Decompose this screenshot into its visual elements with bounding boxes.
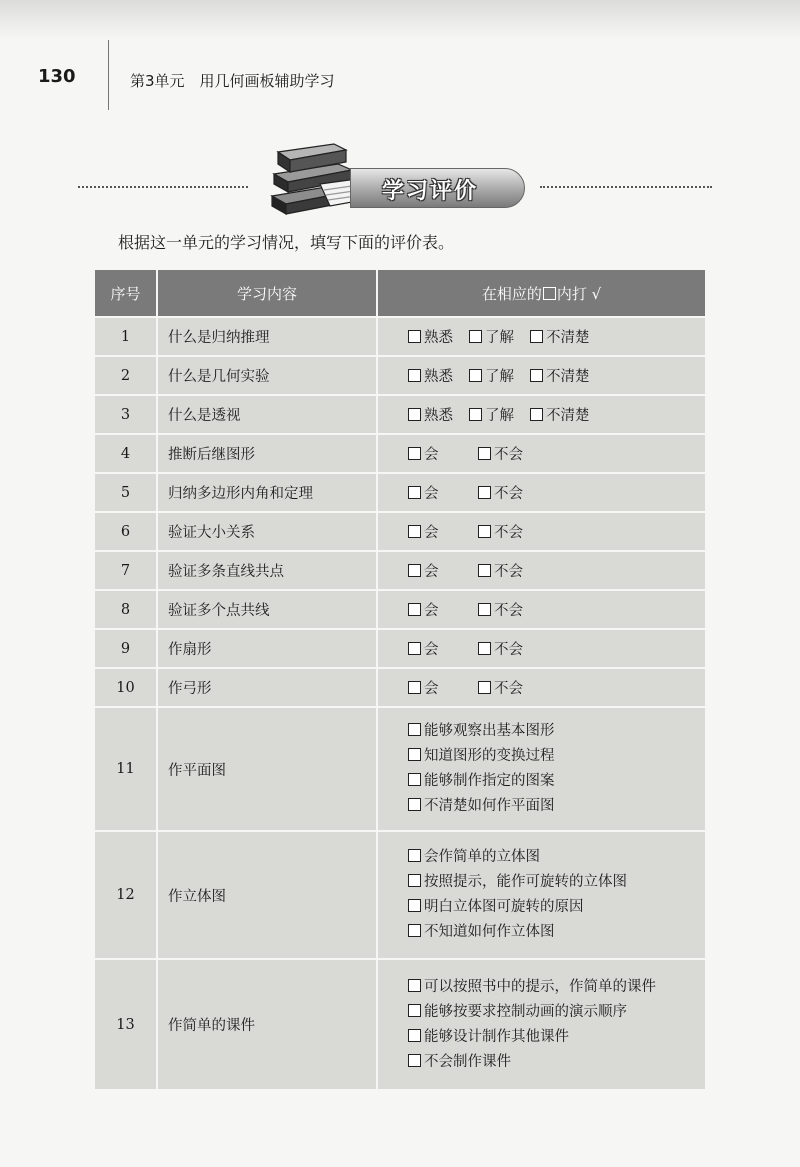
option <box>408 769 705 794</box>
option-label: 不清楚 <box>546 369 590 385</box>
option <box>408 895 705 920</box>
header-mark <box>377 270 705 317</box>
row-content: 作立体图 <box>157 831 377 959</box>
option-label: 不会 <box>494 486 523 502</box>
option-label: 会 <box>424 447 439 463</box>
option-label: 不会 <box>494 681 523 697</box>
option <box>408 404 453 425</box>
table-row <box>95 668 705 707</box>
option <box>530 326 590 347</box>
option <box>478 482 532 503</box>
option-label: 不会 <box>494 603 523 619</box>
checkbox[interactable] <box>408 642 421 655</box>
option-label: 了解 <box>485 330 514 346</box>
checkbox[interactable] <box>408 486 421 499</box>
option-label: 不知道如何作立体图 <box>424 924 555 940</box>
option-label: 熟悉 <box>424 369 453 385</box>
option <box>478 560 532 581</box>
chapter-title: 第3单元 用几何画板辅助学习 <box>130 72 335 90</box>
option <box>408 443 462 464</box>
row-number: 9 <box>95 629 157 668</box>
option <box>408 794 705 819</box>
option <box>469 404 514 425</box>
table-header-row <box>95 270 705 317</box>
page-top-texture <box>0 0 800 40</box>
row-options <box>377 512 705 551</box>
option <box>478 443 532 464</box>
checkbox[interactable] <box>408 1004 421 1017</box>
table-row <box>95 473 705 512</box>
option-label: 不清楚 <box>546 330 590 346</box>
option <box>408 560 462 581</box>
checkbox[interactable] <box>469 369 482 382</box>
checkbox[interactable] <box>408 899 421 912</box>
option <box>408 521 462 542</box>
checkbox[interactable] <box>408 849 421 862</box>
checkbox[interactable] <box>408 979 421 992</box>
checkbox[interactable] <box>478 525 491 538</box>
header-content: 学习内容 <box>157 270 377 317</box>
dotted-rule-right <box>540 186 712 188</box>
row-options <box>377 590 705 629</box>
checkbox[interactable] <box>408 773 421 786</box>
table-row <box>95 959 705 1089</box>
option <box>469 326 514 347</box>
option-label: 熟悉 <box>424 330 453 346</box>
checkbox[interactable] <box>408 1054 421 1067</box>
option-label: 按照提示，能作可旋转的立体图 <box>424 874 627 890</box>
option-label: 会 <box>424 525 439 541</box>
page-number: 130 <box>38 66 76 87</box>
checkbox[interactable] <box>530 408 543 421</box>
checkbox[interactable] <box>408 369 421 382</box>
option-label: 会 <box>424 681 439 697</box>
row-number: 11 <box>95 707 157 831</box>
option <box>408 326 453 347</box>
option-label: 了解 <box>485 408 514 424</box>
header-mark-suffix: 内打 √ <box>556 284 602 303</box>
row-options <box>377 959 705 1089</box>
option-label: 知道图形的变换过程 <box>424 748 555 764</box>
row-number: 5 <box>95 473 157 512</box>
checkbox[interactable] <box>408 748 421 761</box>
option <box>408 719 705 744</box>
row-content: 归纳多边形内角和定理 <box>157 473 377 512</box>
row-options <box>377 356 705 395</box>
option-label: 了解 <box>485 369 514 385</box>
option-label: 能够制作指定的图案 <box>424 773 555 789</box>
checkbox[interactable] <box>478 564 491 577</box>
option <box>478 677 532 698</box>
row-options <box>377 551 705 590</box>
option-label: 会 <box>424 603 439 619</box>
checkbox[interactable] <box>408 525 421 538</box>
option-label: 会 <box>424 486 439 502</box>
checkbox[interactable] <box>408 798 421 811</box>
checkbox[interactable] <box>408 874 421 887</box>
dotted-rule-left <box>78 186 248 188</box>
option <box>408 638 462 659</box>
row-content: 什么是归纳推理 <box>157 317 377 356</box>
checkbox[interactable] <box>408 723 421 736</box>
table-row <box>95 356 705 395</box>
checkbox[interactable] <box>469 408 482 421</box>
checkbox[interactable] <box>478 681 491 694</box>
option-label: 不会 <box>494 525 523 541</box>
option-label: 熟悉 <box>424 408 453 424</box>
header-mark-prefix: 在相应的 <box>481 284 542 303</box>
option <box>408 482 462 503</box>
row-number: 4 <box>95 434 157 473</box>
row-options <box>377 317 705 356</box>
row-number: 3 <box>95 395 157 434</box>
option <box>530 404 590 425</box>
option <box>408 677 462 698</box>
checkbox[interactable] <box>530 330 543 343</box>
option-label: 不清楚如何作平面图 <box>424 798 555 814</box>
table-row <box>95 707 705 831</box>
option-label: 不会 <box>494 447 523 463</box>
row-content: 验证多条直线共点 <box>157 551 377 590</box>
option-label: 不会制作课件 <box>424 1053 511 1070</box>
row-options <box>377 707 705 831</box>
option <box>469 365 514 386</box>
option <box>478 521 532 542</box>
row-number: 1 <box>95 317 157 356</box>
row-content: 作平面图 <box>157 707 377 831</box>
option-label: 不会 <box>494 642 523 658</box>
row-content: 验证多个点共线 <box>157 590 377 629</box>
option <box>408 1050 705 1075</box>
option <box>530 365 590 386</box>
row-content: 什么是透视 <box>157 395 377 434</box>
table-row <box>95 434 705 473</box>
option <box>478 599 532 620</box>
option-label: 会 <box>424 642 439 658</box>
row-number: 2 <box>95 356 157 395</box>
checkbox[interactable] <box>408 924 421 937</box>
option-label: 不清楚 <box>546 408 590 424</box>
option <box>408 920 705 945</box>
checkbox[interactable] <box>408 564 421 577</box>
table-row <box>95 629 705 668</box>
row-content: 作弓形 <box>157 668 377 707</box>
checkbox[interactable] <box>408 681 421 694</box>
option-label: 会 <box>424 564 439 580</box>
checkbox[interactable] <box>408 330 421 343</box>
option <box>408 1025 705 1050</box>
row-number: 10 <box>95 668 157 707</box>
section-title: 学习评价 <box>382 179 479 204</box>
checkbox[interactable] <box>408 603 421 616</box>
row-content: 作扇形 <box>157 629 377 668</box>
option-label: 能够按要求控制动画的演示顺序 <box>424 1003 627 1020</box>
option-label: 能够设计制作其他课件 <box>424 1028 569 1045</box>
option-label: 不会 <box>494 564 523 580</box>
checkbox[interactable] <box>408 1029 421 1042</box>
option <box>408 870 705 895</box>
row-options <box>377 831 705 959</box>
row-number: 12 <box>95 831 157 959</box>
table-row <box>95 590 705 629</box>
option-label: 可以按照书中的提示，作简单的课件 <box>424 978 656 995</box>
checkbox-icon <box>543 287 556 300</box>
row-options <box>377 434 705 473</box>
option-label: 明白立体图可旋转的原因 <box>424 899 584 915</box>
row-number: 13 <box>95 959 157 1089</box>
checkbox[interactable] <box>478 447 491 460</box>
row-options <box>377 395 705 434</box>
checkbox[interactable] <box>478 642 491 655</box>
row-number: 6 <box>95 512 157 551</box>
checkbox[interactable] <box>408 408 421 421</box>
row-content: 作简单的课件 <box>157 959 377 1089</box>
row-content: 什么是几何实验 <box>157 356 377 395</box>
row-number: 7 <box>95 551 157 590</box>
row-options <box>377 668 705 707</box>
checkbox[interactable] <box>469 330 482 343</box>
checkbox[interactable] <box>530 369 543 382</box>
table-row <box>95 551 705 590</box>
option <box>478 638 532 659</box>
row-content: 推断后继图形 <box>157 434 377 473</box>
checkbox[interactable] <box>478 603 491 616</box>
option-label: 能够观察出基本图形 <box>424 723 555 739</box>
row-content: 验证大小关系 <box>157 512 377 551</box>
option-label: 会作简单的立体图 <box>424 849 540 865</box>
header-divider <box>108 40 109 110</box>
checkbox[interactable] <box>408 447 421 460</box>
option <box>408 365 453 386</box>
option <box>408 599 462 620</box>
instruction-text: 根据这一单元的学习情况，填写下面的评价表。 <box>118 233 455 252</box>
evaluation-table <box>95 270 705 1089</box>
row-options <box>377 473 705 512</box>
header-index: 序号 <box>95 270 157 317</box>
option <box>408 975 705 1000</box>
row-options <box>377 629 705 668</box>
row-number: 8 <box>95 590 157 629</box>
table-row <box>95 317 705 356</box>
table-row <box>95 831 705 959</box>
checkbox[interactable] <box>478 486 491 499</box>
table-row <box>95 395 705 434</box>
option <box>408 845 705 870</box>
option <box>408 1000 705 1025</box>
table-row <box>95 512 705 551</box>
option <box>408 744 705 769</box>
